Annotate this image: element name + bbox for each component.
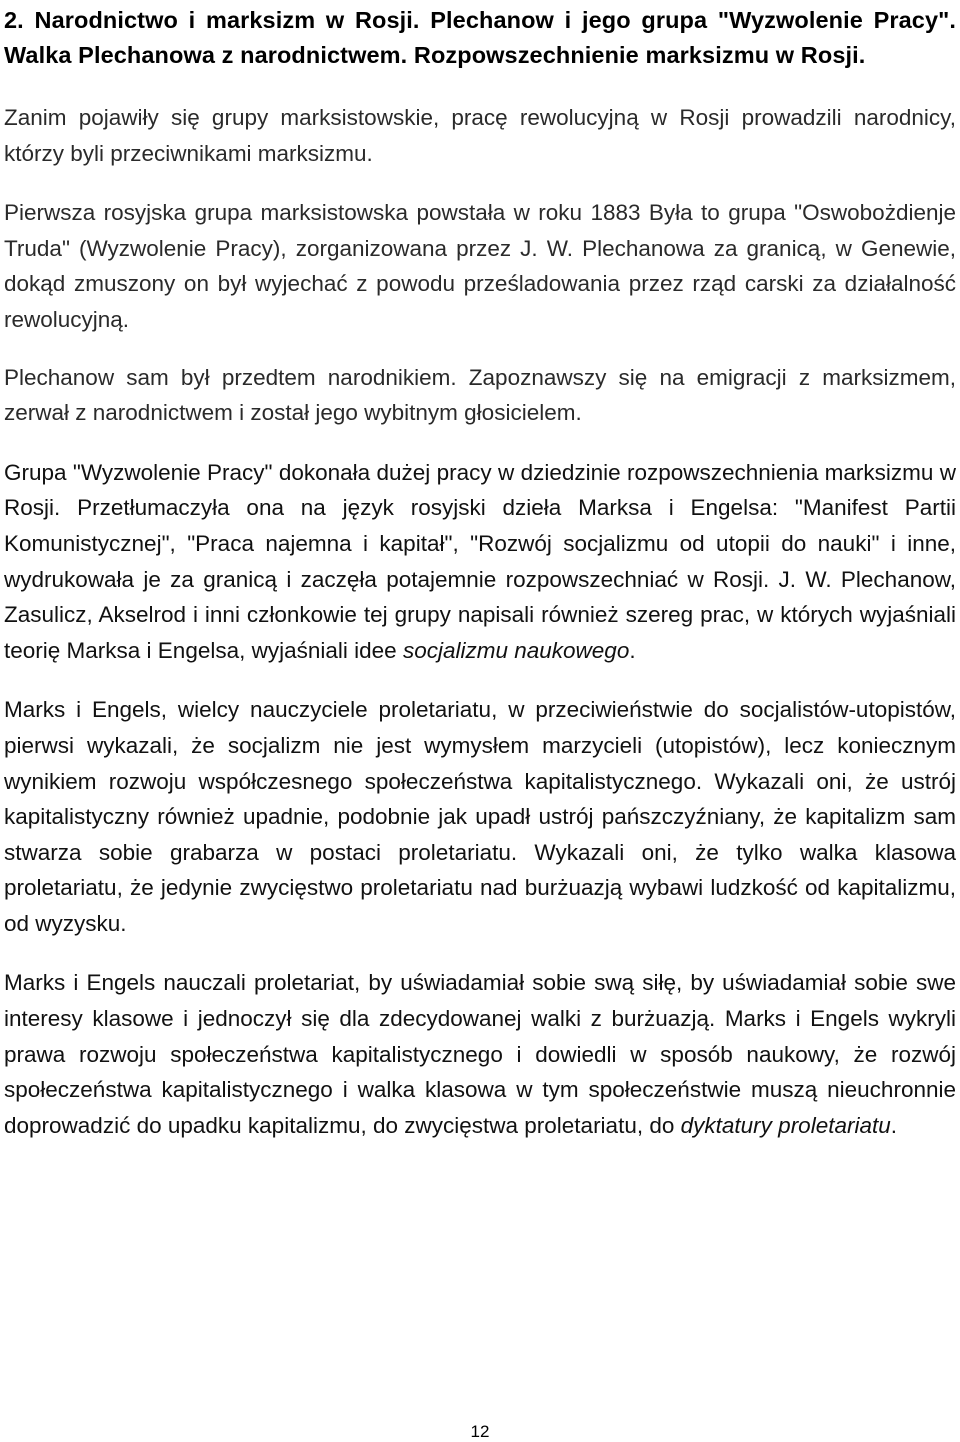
paragraph-plechanow-part-1: Plechanow sam był przedtem narodnikiem. — [4, 364, 457, 390]
paragraph-first-group-part-2: Plechanowa za granicą, w Genewie, dokąd zmuszony on był wyjechać z powodu prześladowania przez rząd carski za działalność rewolucyjną. — [4, 235, 956, 332]
emphasis-scientific-socialism: socjalizmu naukowego — [402, 637, 630, 663]
page-number: 12 — [470, 1422, 490, 1441]
paragraph-marx-engels-taught-text: Marks i Engels nauczali proletariat, by uświadamiał sobie swą siłę, by uświadamiał sobie swe interesy klasowe i jednoczył się dla zdecydowanej walki z burżuazją. Marks i Engels wykryli prawa rozwoju społeczeństwa kapitalistycznego i dowiedli w sposób naukowy, że rozwój społeczeństwa kapitalistycznego i walka klasowa w tym społeczeństwie muszą nieuchronnie doprowadzić do upadku kapitalizmu, do zwycięstwa proletariatu, do — [4, 970, 956, 1138]
emphasis-dictatorship-proletariat: dyktatury proletariatu — [680, 1112, 891, 1138]
paragraph-plechanow-part-2: Zapoznawszy się na emigracji z marksizmem, zerwał z narodnictwem i został jego wybitnym głosicielem. — [4, 364, 956, 426]
paragraph-marx-engels-teachers: Marks i Engels, wielcy nauczyciele proletariatu, w przeciwieństwie do socjalistów-utopistów, pierwsi wykazali, że socjalizm nie jest wymysłem marzycieli (utopistów), lecz koniecznym wynikiem rozwoju współczesnego społeczeństwa kapitalistycznego. Wykazali oni, że ustrój kapitalistyczny również upadnie, podobnie jak upadł ustrój pańszczyźniany, że kapitalizm sam stwarza sobie grabarza w postaci proletariatu. Wykazali oni, że tylko walka klasowa proletariatu, że jedynie zwycięstwo proletariatu nad burżuazją wybawi ludzkość od kapitalizmu, od wyzysku. — [4, 697, 956, 936]
paragraph-plechanow — [4, 360, 956, 431]
paragraph-group-work-text: Grupa "Wyzwolenie Pracy" dokonała dużej pracy w dziedzinie rozpowszechnienia marksizmu w Rosji. Przetłumaczyła ona na język rosyjski dzieła Marksa i Engelsa: "Manifest Partii Komunistycznej", "Praca najemna i kapitał", "Rozwój socjalizmu od utopii do nauki" i inne, wydrukowała je za granicą i zaczęła potajemnie rozpowszechniać w Rosji. J. W. Plechanow, Zasulicz, Akselrod i inni członkowie tej grupy napisali również szereg prac, w których wyjaśniali teorię Marksa i Engelsa, wyjaśniali idee — [4, 459, 956, 663]
paragraph-group-work-end: . — [629, 637, 636, 663]
paragraph-narodnicy: Zanim pojawiły się grupy marksistowskie, pracę rewolucyjną w Rosji prowadzili narodnicy, którzy byli przeciwnikami marksizmu. — [4, 105, 956, 166]
section-heading: 2. Narodnictwo i marksizm w Rosji. Plechanow i jego grupa "Wyzwolenie Pracy". Walka Plechanowa z narodnictwem. Rozpowszechnienie marksizmu w Rosji. — [4, 7, 956, 68]
paragraph-first-group-part-1: Pierwsza rosyjska grupa marksistowska powstała w roku 1883 Była to grupa "Oswobożdienje Truda" (Wyzwolenie Pracy), zorganizowana przez J. W. — [4, 200, 956, 261]
paragraph-marx-engels-taught-end: . — [890, 1112, 898, 1138]
paragraph-first-group — [4, 195, 956, 337]
paragraph-marx-engels-taught — [4, 965, 956, 1143]
paragraph-group-work — [4, 455, 956, 669]
